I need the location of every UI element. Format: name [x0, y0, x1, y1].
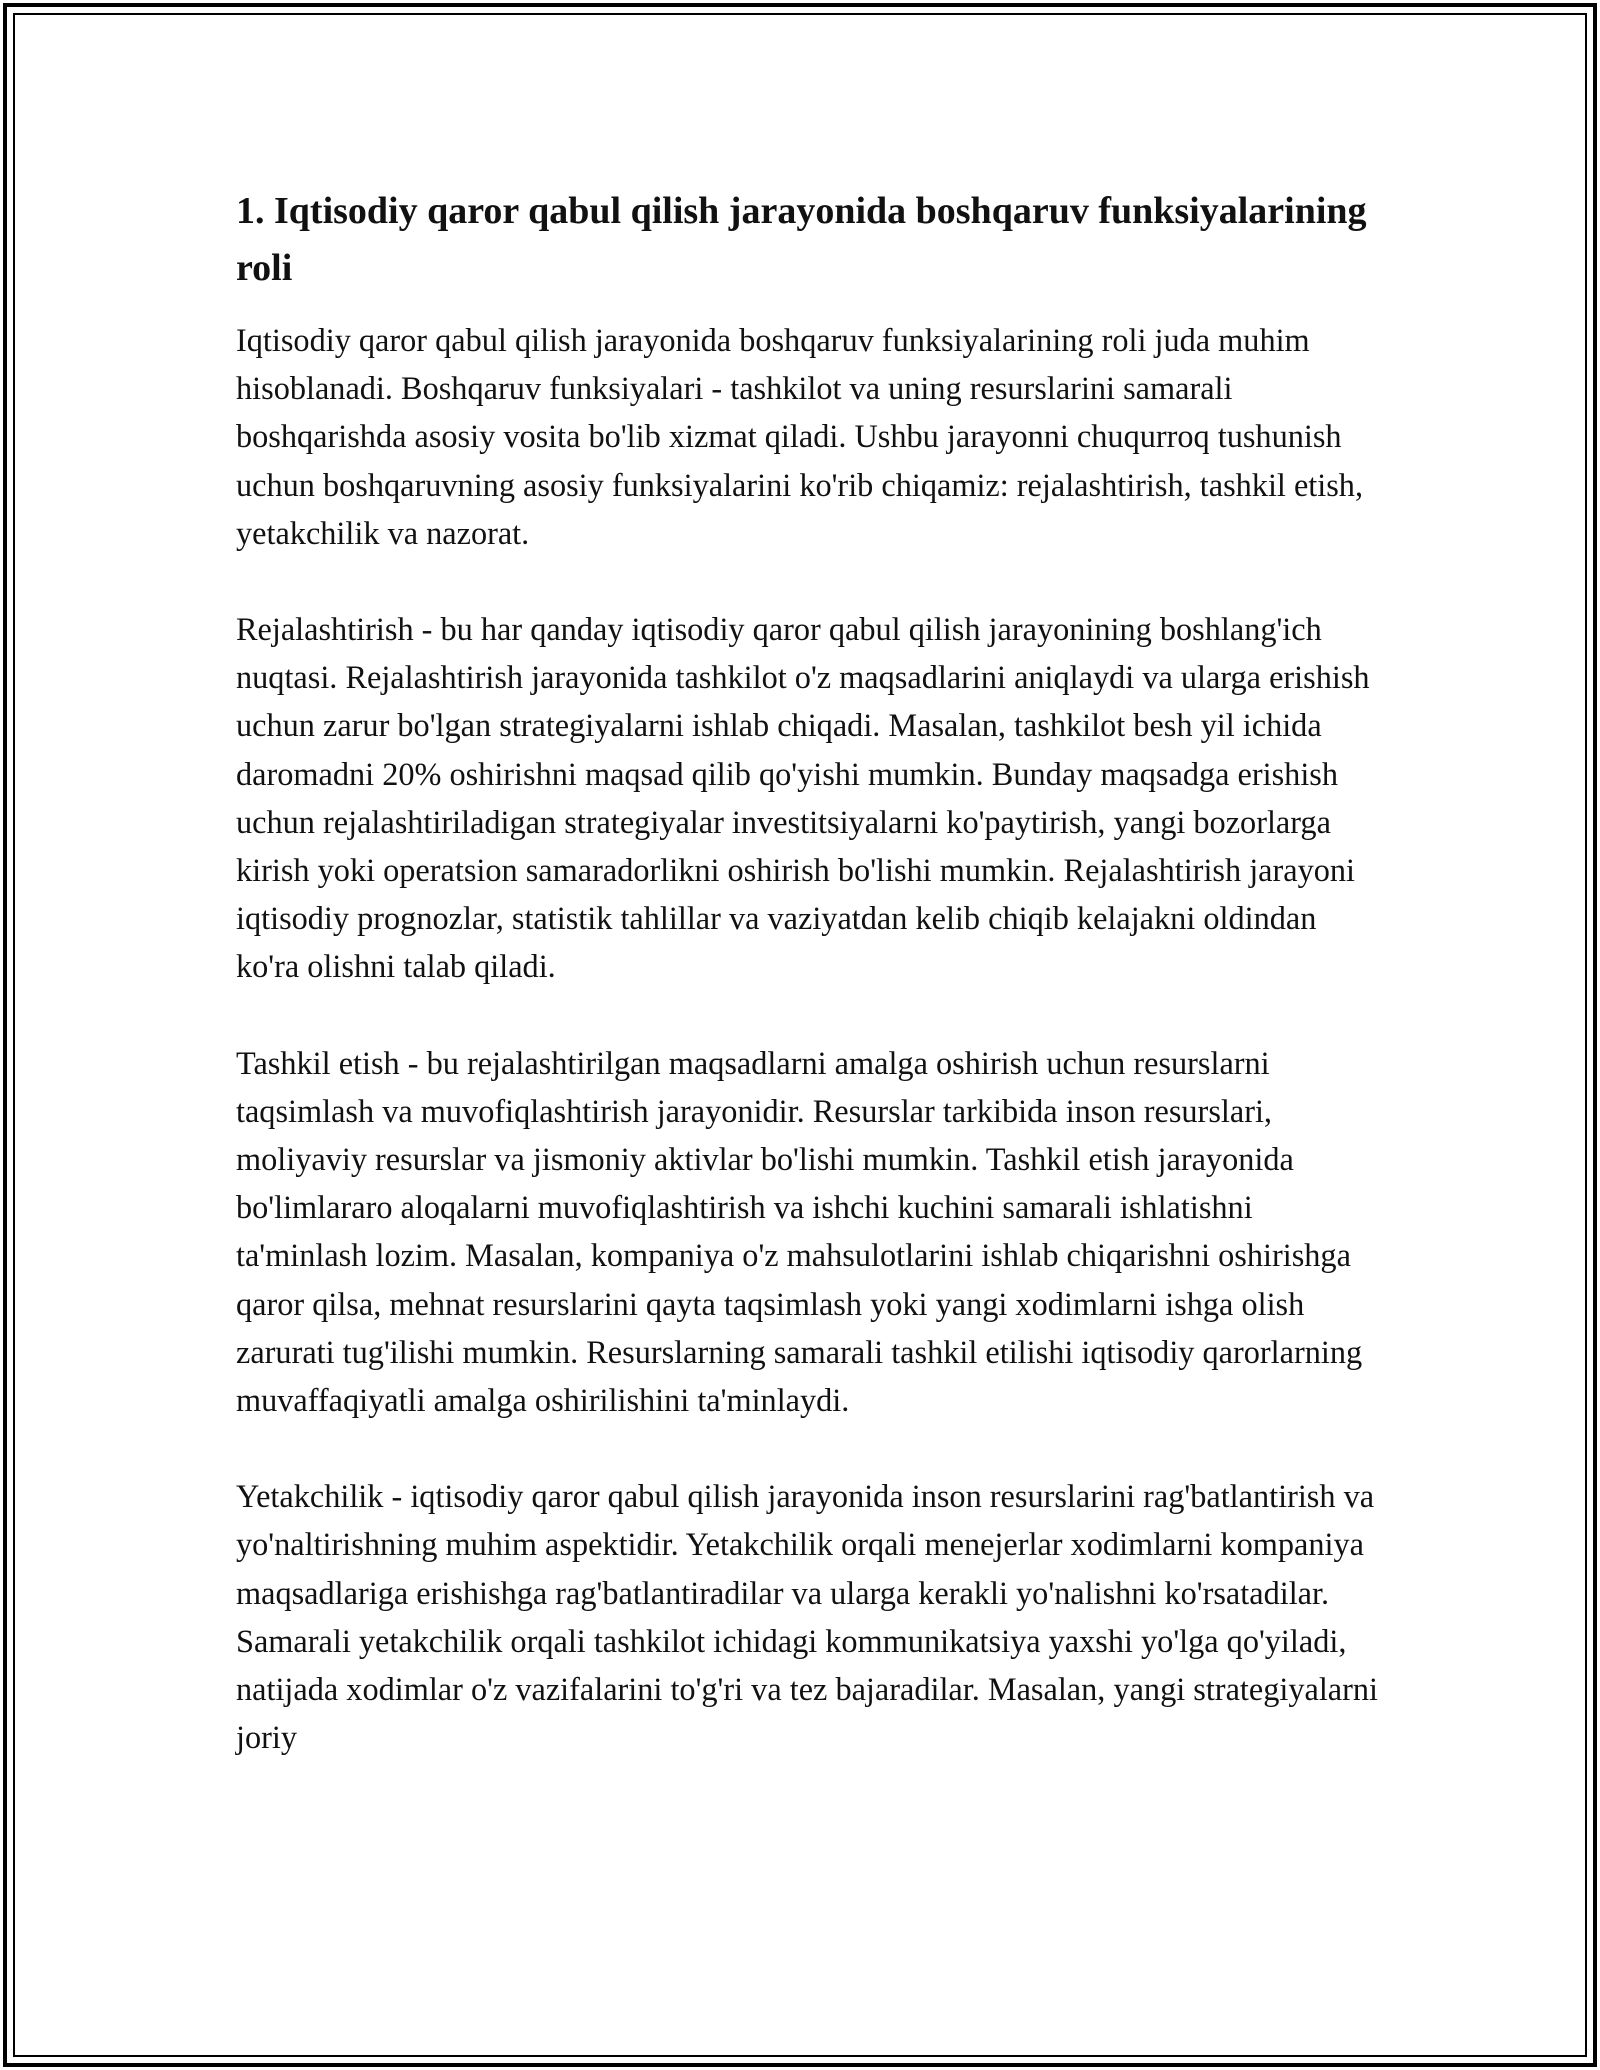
paragraph-planning: Rejalashtirish - bu har qanday iqtisodiy qaror qabul qilish jarayonining boshlang'ich nuqtasi. Rejalashtirish jarayonida tashkilot o'z maqsadlarini aniqlaydi va ularga erishish uchun zarur bo'lgan strategiyalarni ishlab chiqadi. Masalan, tashkilot besh yil ichida daromadni 20% oshirishni maqsad qilib qo'yishi mumkin. Bunday maqsadga erishish uchun rejalashtiriladigan strategiyalar investitsiyalarni ko'paytirish, yangi bozorlarga kirish yoki operatsion samaradorlikni oshirish bo'lishi mumkin. Rejalashtirish jarayoni iqtisodiy prognozlar, statistik tahlillar va vaziyatdan kelib chiqib kelajakni oldindan ko'ra olishni talab qiladi. — [236, 611, 1370, 985]
document-body — [236, 183, 1386, 1761]
section-heading: 1. Iqtisodiy qaror qabul qilish jarayonida boshqaruv funksiyalarining roli — [236, 190, 1367, 289]
paragraph-organizing: Tashkil etish - bu rejalashtirilgan maqsadlarni amalga oshirish uchun resurslarni taqsimlash va muvofiqlashtirish jarayonidir. Resurslar tarkibida inson resurslari, moliyaviy resurslar va jismoniy aktivlar bo'lishi mumkin. Tashkil etish jarayonida bo'limlararo aloqalarni muvofiqlashtirish va ishchi kuchini samarali ishlatishni ta'minlash lozim. Masalan, kompaniya o'z mahsulotlarini ishlab chiqarishni oshirishga qaror qilsa, mehnat resurslarini qayta taqsimlash yoki yangi xodimlarni ishga olish zarurati tug'ilishi mumkin. Resurslarning samarali tashkil etilishi iqtisodiy qarorlarning muvaffaqiyatli amalga oshirilishini ta'minlaydi. — [236, 1044, 1363, 1419]
paragraph-leadership: Yetakchilik - iqtisodiy qaror qabul qilish jarayonida inson resurslarini rag'batlantirish va yo'naltirishning muhim aspektidir. Yetakchilik orqali menejerlar xodimlarni kompaniya maqsadlariga erishishga rag'batlantiradilar va ularga kerakli yo'nalishni ko'rsatadilar. Samarali yetakchilik orqali tashkilot ichidagi kommunikatsiya yaxshi yo'lga qo'yiladi, natijada xodimlar o'z vazifalarini to'g'ri va tez bajaradilar. Masalan, yangi strategiyalarni joriy — [236, 1478, 1378, 1756]
paragraph-intro: Iqtisodiy qaror qabul qilish jarayonida boshqaruv funksiyalarining roli juda muhim hisoblanadi. Boshqaruv funksiyalari - tashkilot va uning resurslarini samarali boshqarishda asosiy vosita bo'lib xizmat qiladi. Ushbu jarayonni chuqurroq tushunish uchun boshqaruvning asosiy funksiyalarini ko'rib chiqamiz: rejalashtirish, tashkil etish, yetakchilik va nazorat. — [236, 322, 1364, 551]
